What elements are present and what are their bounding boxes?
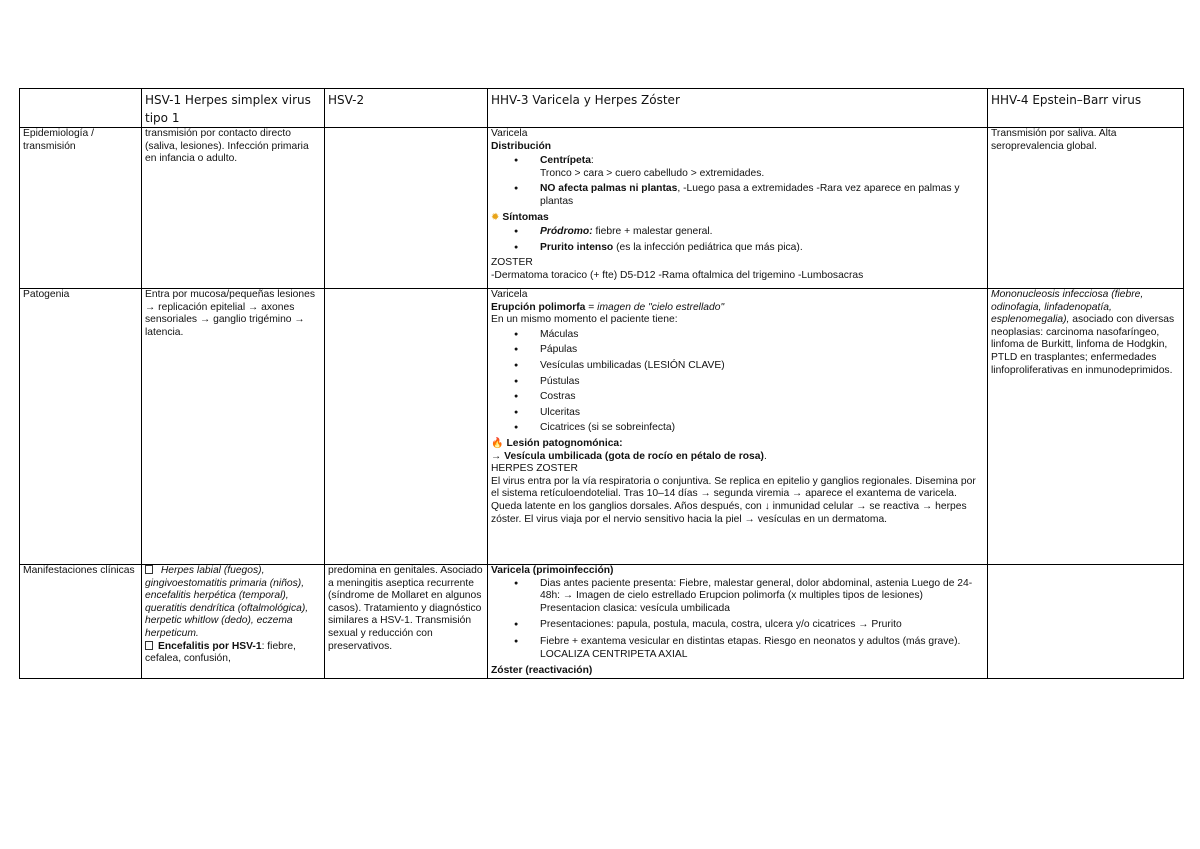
neoplasias-text: asociado con diversas neoplasias: carcinoma nasofaríngeo, linfoma de Burkitt, linfoma de Hodgkin, PTLD en trasplantes; enfermedades linfoproliferativas en inmunodeprimidos.: [991, 314, 1175, 376]
erupcion-line: [491, 302, 984, 315]
zoster-text: -Dermatoma toracico (+ fte) D5-D12 -Rama oftalmica del trigemino -Lumbosacras: [491, 269, 864, 281]
virus-icon: ✹: [491, 211, 500, 223]
list-item: ● Costras: [491, 391, 984, 404]
encefalitis-label: Encefalitis por HSV-1: [158, 640, 262, 652]
list-item: ● Máculas: [491, 329, 984, 342]
row-patogenia: [20, 289, 1184, 565]
distribucion-list: [491, 155, 984, 208]
list-item: [491, 155, 984, 180]
sintomas-list: [491, 226, 984, 254]
zoster-heading: ZOSTER: [491, 257, 533, 269]
erupcion-label: Erupción polimorfa: [491, 301, 586, 313]
epi-hsv2-cell: [325, 128, 488, 289]
header-hsv1: HSV-1 Herpes simplex virus tipo 1: [142, 89, 325, 128]
herpes-zoster-text: El virus entra por la vía respiratoria o conjuntiva. Se replica en epitelio y ganglios regionales. Disemina por el sistema retículoendotelial. Tras 10–14 días → segunda viremia → aparece el exantema de varicela. Queda latente en los ganglios dorsales. Años después, con ↓ inmunidad celular → se reactiva → herpes zóster. El virus viaja por el nervio sensitivo hacia la piel → vesículas en un dermatoma.: [491, 475, 976, 525]
header-hsv2: HSV-2: [325, 89, 488, 128]
row-label-manifestaciones: Manifestaciones clínicas: [20, 565, 142, 679]
lesion-dot: .: [763, 450, 767, 462]
list-item: ● Pápulas: [491, 344, 984, 357]
prodromo-label: Pródromo:: [540, 226, 593, 238]
lesion-line: [491, 451, 984, 464]
varicela-heading: Varicela: [491, 289, 528, 300]
header-hhv3: HHV-3 Varicela y Herpes Zóster: [488, 89, 988, 128]
momento-text: En un mismo momento el paciente tiene:: [491, 314, 678, 326]
row-epidemiologia: [20, 128, 1184, 289]
man-hsv2-cell: predomina en genitales. Asociado a meningitis aseptica recurrente (síndrome de Mollaret en algunos casos). Tratamiento y diagnóstico similares a HSV-1. Transmisión sexual y reducción con preservativos.: [325, 565, 488, 679]
varicela-heading: Varicela: [491, 128, 528, 139]
varicela-primo-list: [491, 578, 984, 662]
row-manifestaciones: [20, 565, 1184, 679]
list-item: [491, 226, 984, 239]
pat-hhv4-cell: [988, 289, 1184, 565]
epi-hsv1-cell: transmisión por contacto directo (saliva, lesiones). Infección primaria en infancia o adulto.: [142, 128, 325, 289]
man-hhv3-cell: [488, 565, 988, 679]
encefalitis-text: : fiebre, cefalea, confusión,: [145, 640, 296, 665]
list-item: [491, 242, 984, 255]
lesion-list: [491, 329, 984, 435]
varicela-primo-heading: Varicela (primoinfección): [491, 565, 614, 576]
centripeta-label: Centrípeta: [540, 155, 591, 167]
list-item: ● Fiebre + exantema vesicular en distintas etapas. Riesgo en neonatos y adultos (más grave). LOCALIZA CENTRIPETA AXIAL: [491, 636, 984, 661]
sintomas-heading: Síntomas: [502, 211, 549, 223]
distribucion-heading: Distribución: [491, 140, 552, 152]
list-item: ● Pústulas: [491, 376, 984, 389]
row-label-patogenia: Patogenia: [20, 289, 142, 565]
header-row: [20, 89, 1184, 128]
list-item: ● Cicatrices (si se sobreinfecta): [491, 422, 984, 435]
fire-icon: 🔥: [491, 437, 504, 449]
prodromo-text: fiebre + malestar general.: [592, 226, 713, 238]
list-item: [491, 183, 984, 208]
mononucleosis-text: Mononucleosis infecciosa (fiebre, odinofagia, linfadenopatía, esplenomegalia),: [991, 289, 1144, 326]
sintomas-heading-line: [491, 212, 984, 225]
encefalitis-line: [145, 641, 321, 666]
row-label-epidemiologia: Epidemiología / transmisión: [20, 128, 142, 289]
palmas-label: NO afecta palmas ni plantas: [540, 183, 678, 195]
man-hhv4-cell: [988, 565, 1184, 679]
prurito-label: Prurito intenso: [540, 241, 614, 253]
list-item: ● Presentaciones: papula, postula, macula, costra, ulcera y/o cicatrices → Prurito: [491, 619, 984, 632]
centripeta-colon: :: [590, 155, 594, 167]
palmas-text: , -Luego pasa a extremidades -Rara vez aparece en palmas y plantas: [540, 183, 960, 207]
pat-hhv3-cell: [488, 289, 988, 565]
erupcion-equals: =: [585, 301, 598, 313]
header-empty-cell: [20, 89, 142, 128]
pat-hsv2-cell: [325, 289, 488, 565]
zoster-reactivacion-heading: Zóster (reactivación): [491, 665, 593, 677]
herpes-labial-line: [145, 565, 321, 641]
list-item: ● Ulceritas: [491, 407, 984, 420]
erupcion-text: imagen de "cielo estrellado": [597, 301, 725, 313]
man-hsv1-cell: [142, 565, 325, 679]
list-item: ● Vesículas umbilicadas (LESIÓN CLAVE): [491, 360, 984, 373]
epi-hhv3-cell: [488, 128, 988, 289]
lesion-text: → Vesícula umbilicada (gota de rocío en pétalo de rosa): [491, 450, 764, 462]
lesion-heading-line: [491, 438, 984, 451]
herpes-labial-text: Herpes labial (fuegos), gingivoestomatitis primaria (niños), encefalitis herpética (temporal), queratitis dendrítica (oftalmológica), herpetic whitlow (dedo), eczema herpeticum.: [145, 565, 309, 639]
centripeta-text: Tronco > cara > cuero cabelludo > extremidades.: [540, 167, 765, 179]
header-hhv4: HHV-4 Epstein–Barr virus: [988, 89, 1184, 128]
pat-hsv1-cell: Entra por mucosa/pequeñas lesiones → replicación epitelial → axones sensoriales → ganglio trigémino → latencia.: [142, 289, 325, 565]
herpes-zoster-heading: HERPES ZOSTER: [491, 463, 578, 475]
comparison-table: [19, 88, 1184, 679]
list-item: ● Dias antes paciente presenta: Fiebre, malestar general, dolor abdominal, astenia Luego de 24-48h: → Imagen de cielo estrellado Erupcion polimorfa (x multiples tipos de lesiones) Presentacion clasica: vesícula umbilicada: [491, 578, 984, 616]
checkbox-glyph-icon: [145, 641, 153, 650]
lesion-heading: Lesión patognomónica:: [506, 437, 623, 449]
prurito-text: (es la infección pediátrica que más pica).: [613, 241, 803, 253]
checkbox-glyph-icon: [145, 565, 153, 574]
epi-hhv4-cell: Transmisión por saliva. Alta seroprevalencia global.: [988, 128, 1184, 289]
